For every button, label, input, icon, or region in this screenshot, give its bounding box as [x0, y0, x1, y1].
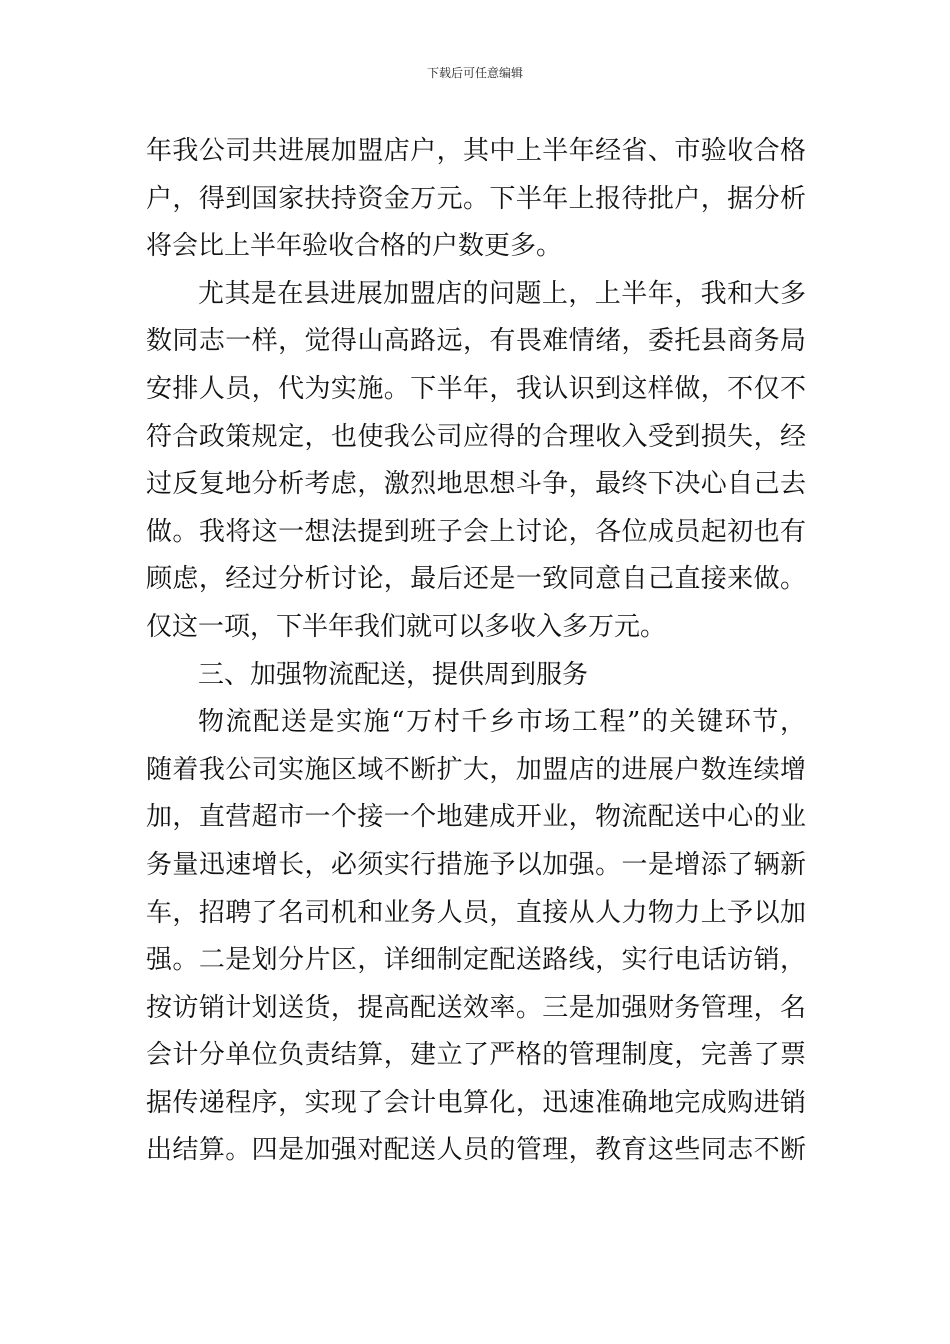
text-line: 会计分单位负责结算，建立了严格的管理制度，完善了票	[146, 1040, 806, 1071]
text-line: 随着我公司实施区域不断扩大，加盟店的进展户数连续增	[146, 754, 806, 785]
text-line: 符合政策规定，也使我公司应得的合理收入受到损失，经	[146, 421, 806, 452]
text-line: 将会比上半年验收合格的户数更多。	[146, 231, 563, 262]
text-line: 按访销计划送货，提高配送效率。三是加强财务管理，名	[146, 992, 806, 1023]
document-body	[146, 128, 806, 1175]
text-line: 仅这一项，下半年我们就可以多收入多万元。	[146, 611, 667, 642]
page-header: 下载后可任意编辑	[426, 66, 523, 80]
text-line: 过反复地分析考虑，激烈地思想斗争，最终下决心自己去	[146, 469, 806, 500]
text-line: 强。二是划分片区，详细制定配送路线，实行电话访销，	[146, 945, 806, 976]
text-line: 车，招聘了名司机和业务人员，直接从人力物力上予以加	[146, 897, 806, 928]
text-line: 做。我将这一想法提到班子会上讨论，各位成员起初也有	[146, 516, 806, 547]
text-line: 务量迅速增长，必须实行措施予以加强。一是增添了辆新	[146, 849, 806, 880]
section-heading: 三、加强物流配送，提供周到服务	[198, 659, 589, 690]
text-line: 加，直营超市一个接一个地建成开业，物流配送中心的业	[146, 802, 806, 833]
text-line: 安排人员，代为实施。下半年，我认识到这样做，不仅不	[146, 373, 806, 404]
text-line: 物流配送是实施“万村千乡市场工程”的关键环节，	[198, 707, 806, 738]
text-line: 据传递程序，实现了会计电算化，迅速准确地完成购进销	[146, 1087, 806, 1118]
text-line: 尤其是在县进展加盟店的问题上，上半年，我和大多	[198, 278, 806, 309]
text-line: 顾虑，经过分析讨论，最后还是一致同意自己直接来做。	[146, 564, 806, 595]
text-line: 年我公司共进展加盟店户，其中上半年经省、市验收合格	[146, 136, 806, 166]
text-line: 数同志一样，觉得山高路远，有畏难情绪，委托县商务局	[146, 326, 806, 357]
text-line: 出结算。四是加强对配送人员的管理，教育这些同志不断	[146, 1135, 806, 1166]
text-line: 户，得到国家扶持资金万元。下半年上报待批户，据分析	[146, 183, 806, 214]
